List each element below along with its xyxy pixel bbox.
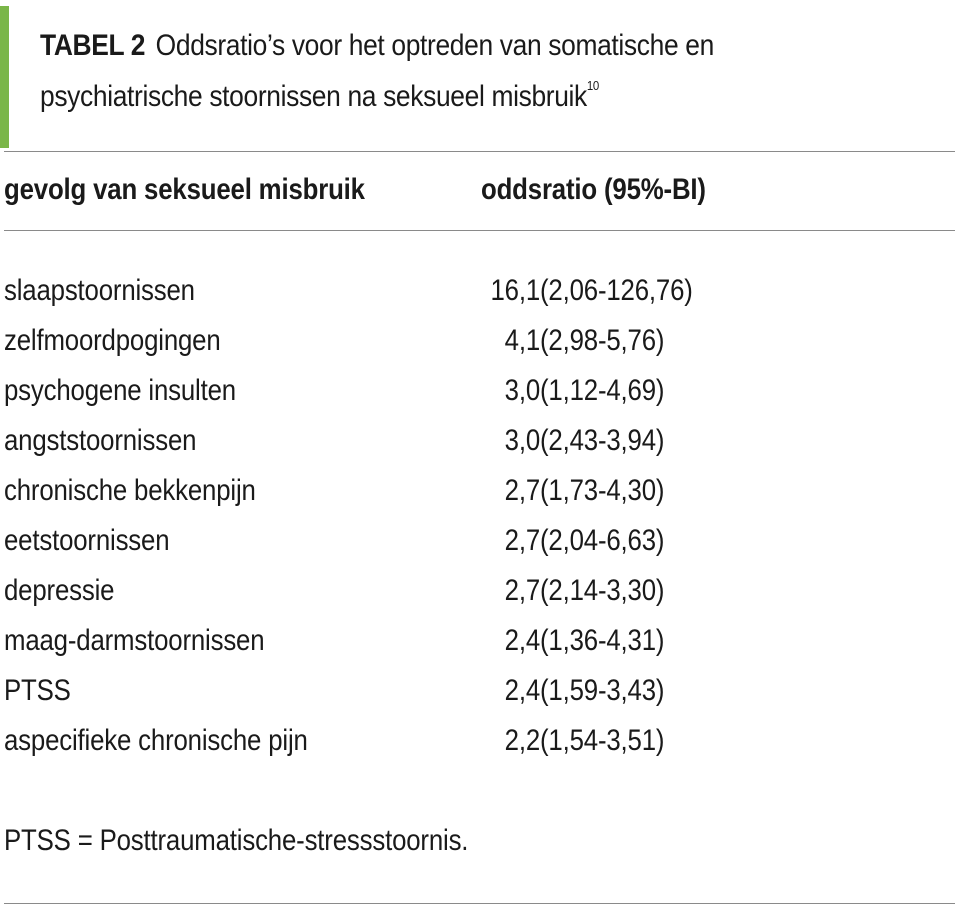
oddsratio-value: 2,7 [504,524,540,557]
confidence-interval: (2,14-3,30) [540,574,665,607]
effect-cell: maag-darmstoornissen [4,624,265,657]
oddsratio-value: 2,7 [504,574,540,607]
table-row [0,316,959,366]
oddsratio-value: 2,7 [504,474,540,507]
oddsratio-value: 16,1 [490,274,540,307]
effect-cell: aspecifieke chronische pijn [4,724,308,757]
table-row [0,716,959,766]
confidence-interval: (2,98-5,76) [540,324,665,357]
column-header-oddsratio: oddsratio (95%-BI) [481,173,706,206]
bottom-divider [4,903,955,904]
title-line-2-text: psychiatrische stoornissen na seksueel misbruik [40,80,587,113]
confidence-interval: (2,06-126,76) [540,274,693,307]
effect-cell: PTSS [4,674,71,707]
effect-cell: depressie [4,574,115,607]
oddsratio-value: 3,0 [504,374,540,407]
title-accent-bar [0,6,9,148]
header-divider [4,230,955,231]
table-row [0,366,959,416]
effect-cell: slaapstoornissen [4,274,195,307]
table-title [40,20,832,122]
oddsratio-value: 2,4 [504,624,540,657]
table-row [0,416,959,466]
effect-cell: eetstoornissen [4,524,170,557]
confidence-interval: (1,54-3,51) [540,724,665,757]
table-row [0,666,959,716]
column-header-effect: gevolg van seksueel misbruik [4,173,365,206]
effect-cell: angststoornissen [4,424,197,457]
confidence-interval: (2,04-6,63) [540,524,665,557]
table-footnote: PTSS = Posttraumatische-stressstoornis. [4,824,469,857]
oddsratio-value: 3,0 [504,424,540,457]
confidence-interval: (1,36-4,31) [540,624,665,657]
confidence-interval: (1,73-4,30) [540,474,665,507]
oddsratio-value: 2,2 [504,724,540,757]
confidence-interval: (1,59-3,43) [540,674,665,707]
effect-cell: psychogene insulten [4,374,236,407]
table-row [0,566,959,616]
confidence-interval: (2,43-3,94) [540,424,665,457]
table-row [0,466,959,516]
title-line-1 [40,20,832,71]
title-line-2 [40,71,832,122]
table-header-row [0,168,959,212]
oddsratio-value: 2,4 [504,674,540,707]
effect-cell: zelfmoordpogingen [4,324,221,357]
table-body [0,266,959,766]
top-divider [4,151,955,152]
confidence-interval: (1,12-4,69) [540,374,665,407]
oddsratio-value: 4,1 [504,324,540,357]
table-row [0,266,959,316]
title-reference: 10 [586,78,599,93]
table-label: TABEL 2 [40,29,146,62]
effect-cell: chronische bekkenpijn [4,474,256,507]
title-line-1-text: Oddsratio’s voor het optreden van somatische en [155,29,714,62]
table-row [0,516,959,566]
table-row [0,616,959,666]
table-title-block [0,6,959,148]
